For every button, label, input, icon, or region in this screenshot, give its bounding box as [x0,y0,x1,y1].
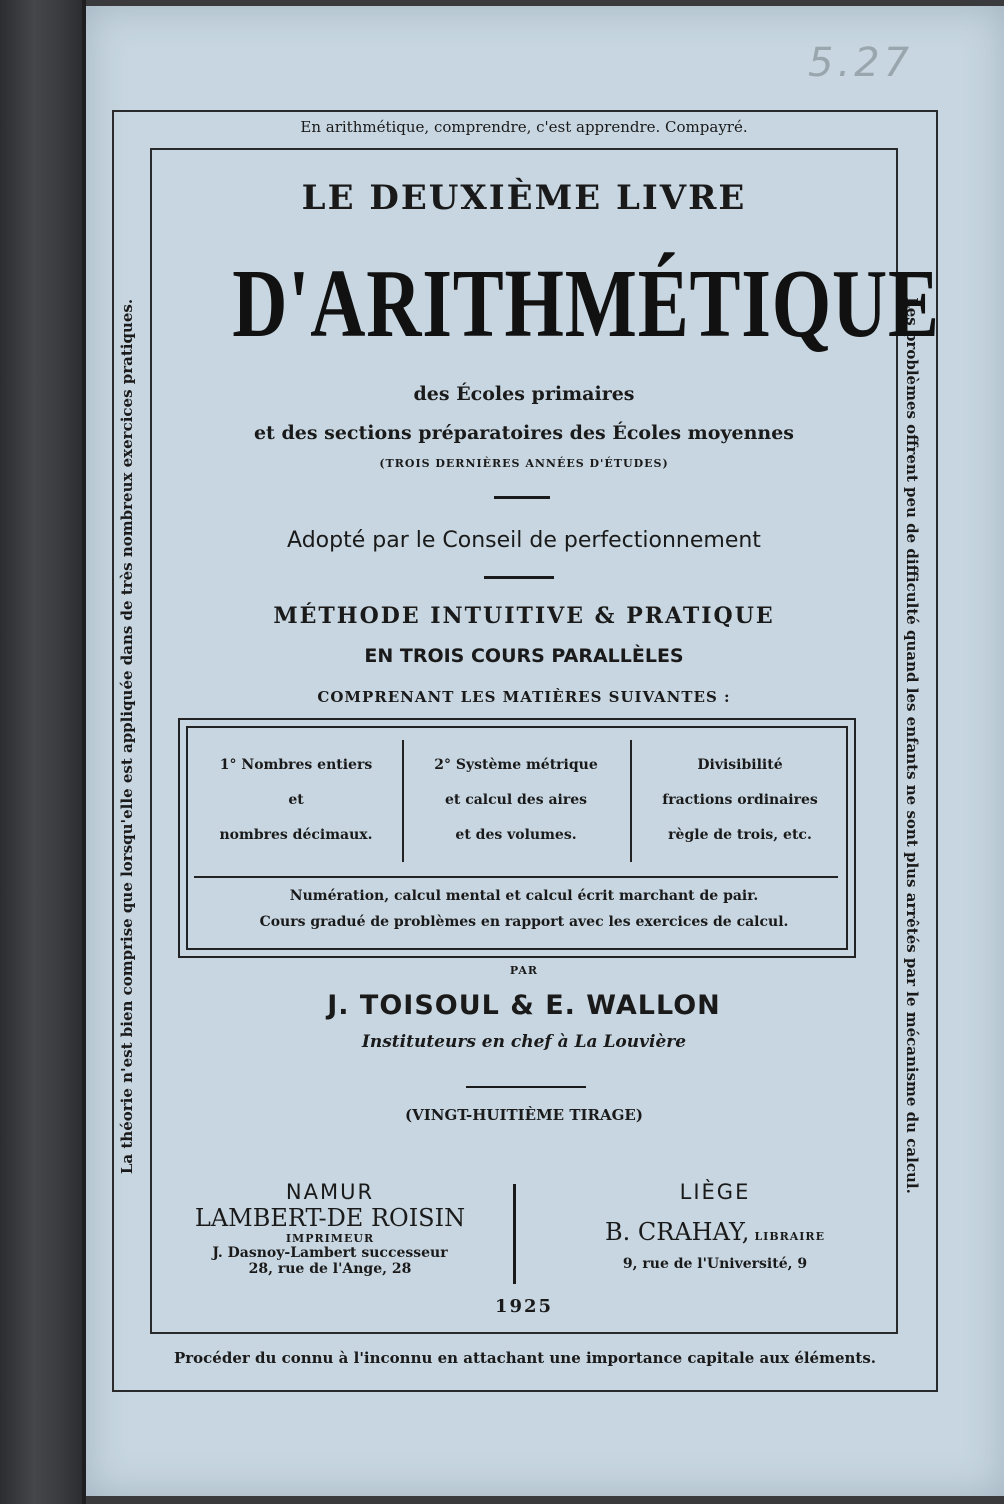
subtitle-line-3: (TROIS DERNIÈRES ANNÉES D'ÉTUDES) [379,457,669,470]
main-title: D'ARITHMÉTIQUE [232,250,940,358]
publisher-separator [513,1184,516,1284]
subtitle-line-2: et des sections préparatoires des Écoles moyennes [253,422,795,444]
authors: J. TOISOUL & E. WALLON [327,990,721,1021]
title-line-1: LE DEUXIÈME LIVRE [301,178,747,218]
subject-column-3 [628,748,852,853]
method-note-1: Numération, calcul mental et calcul écrit marchant de pair. [289,888,759,904]
publication-year: 1925 [494,1296,554,1317]
method-note-2: Cours gradué de problèmes en rapport avec les exercices de calcul. [259,914,789,930]
subtitle-line-1: des Écoles primaires [413,383,635,405]
subject-3-line-1: Divisibilité [697,757,783,773]
bottom-motto: Procéder du connu à l'inconnu en attachant une importance capitale aux éléments. [173,1349,877,1367]
publisher-left-successor: J. Dasnoy-Lambert successeur [212,1245,448,1261]
subject-column-1 [184,748,408,853]
publisher-left-address: 28, rue de l'Ange, 28 [248,1261,412,1277]
subject-column-2 [404,748,628,853]
subject-2-line-2: et calcul des aires [444,792,588,808]
courses-line: EN TROIS COURS PARALLÈLES [364,645,684,667]
comprising-line: COMPRENANT LES MATIÈRES SUIVANTES : [317,688,731,706]
subject-1-line-3: nombres décimaux. [219,827,373,843]
publisher-left-role: IMPRIMEUR [285,1232,375,1245]
by-label: PAR [509,964,539,977]
publisher-left [150,1180,510,1277]
publisher-right [540,1180,890,1272]
publisher-right-name: B. CRAHAY, [605,1218,750,1246]
publisher-right-city: LIÈGE [679,1180,751,1204]
subject-1-line-1: 1° Nombres entiers [219,757,373,773]
printing-edition: (VINGT-HUITIÈME TIRAGE) [405,1106,643,1124]
subject-3-line-2: fractions ordinaires [662,792,818,808]
subject-2-line-1: 2° Système métrique [434,757,598,773]
method-heading: MÉTHODE INTUITIVE & PRATIQUE [273,603,775,629]
subject-1-line-2: et [288,792,304,808]
publisher-left-name: LAMBERT-DE ROISIN [194,1204,466,1232]
left-side-motto: La théorie n'est bien comprise que lorsqu'elle est appliquée dans de très nombreux exercices pratiques. [118,298,136,1175]
adoption-note: Adopté par le Conseil de perfectionnement [287,528,761,553]
publisher-left-city: NAMUR [285,1180,375,1204]
authors-title: Instituteurs en chef à La Louvière [361,1032,687,1052]
publisher-right-role: LIBRAIRE [754,1230,825,1243]
divider-rule-2 [484,576,554,579]
top-motto: En arithmétique, comprendre, c'est apprendre. Compayré. [300,118,748,136]
book-spine [0,0,85,1504]
subject-3-line-3: règle de trois, etc. [668,827,812,843]
pencil-annotation: 5.27 [808,40,914,86]
box-divider [194,876,838,878]
divider-rule-3 [466,1086,586,1088]
divider-rule-1 [494,496,550,499]
publisher-right-address: 9, rue de l'Université, 9 [622,1256,808,1272]
subject-2-line-3: et des volumes. [455,827,577,843]
right-side-motto: Les problèmes offrent peu de difficulté quand les enfants ne sont plus arrêtés par le mécanisme du calcul. [903,297,921,1194]
